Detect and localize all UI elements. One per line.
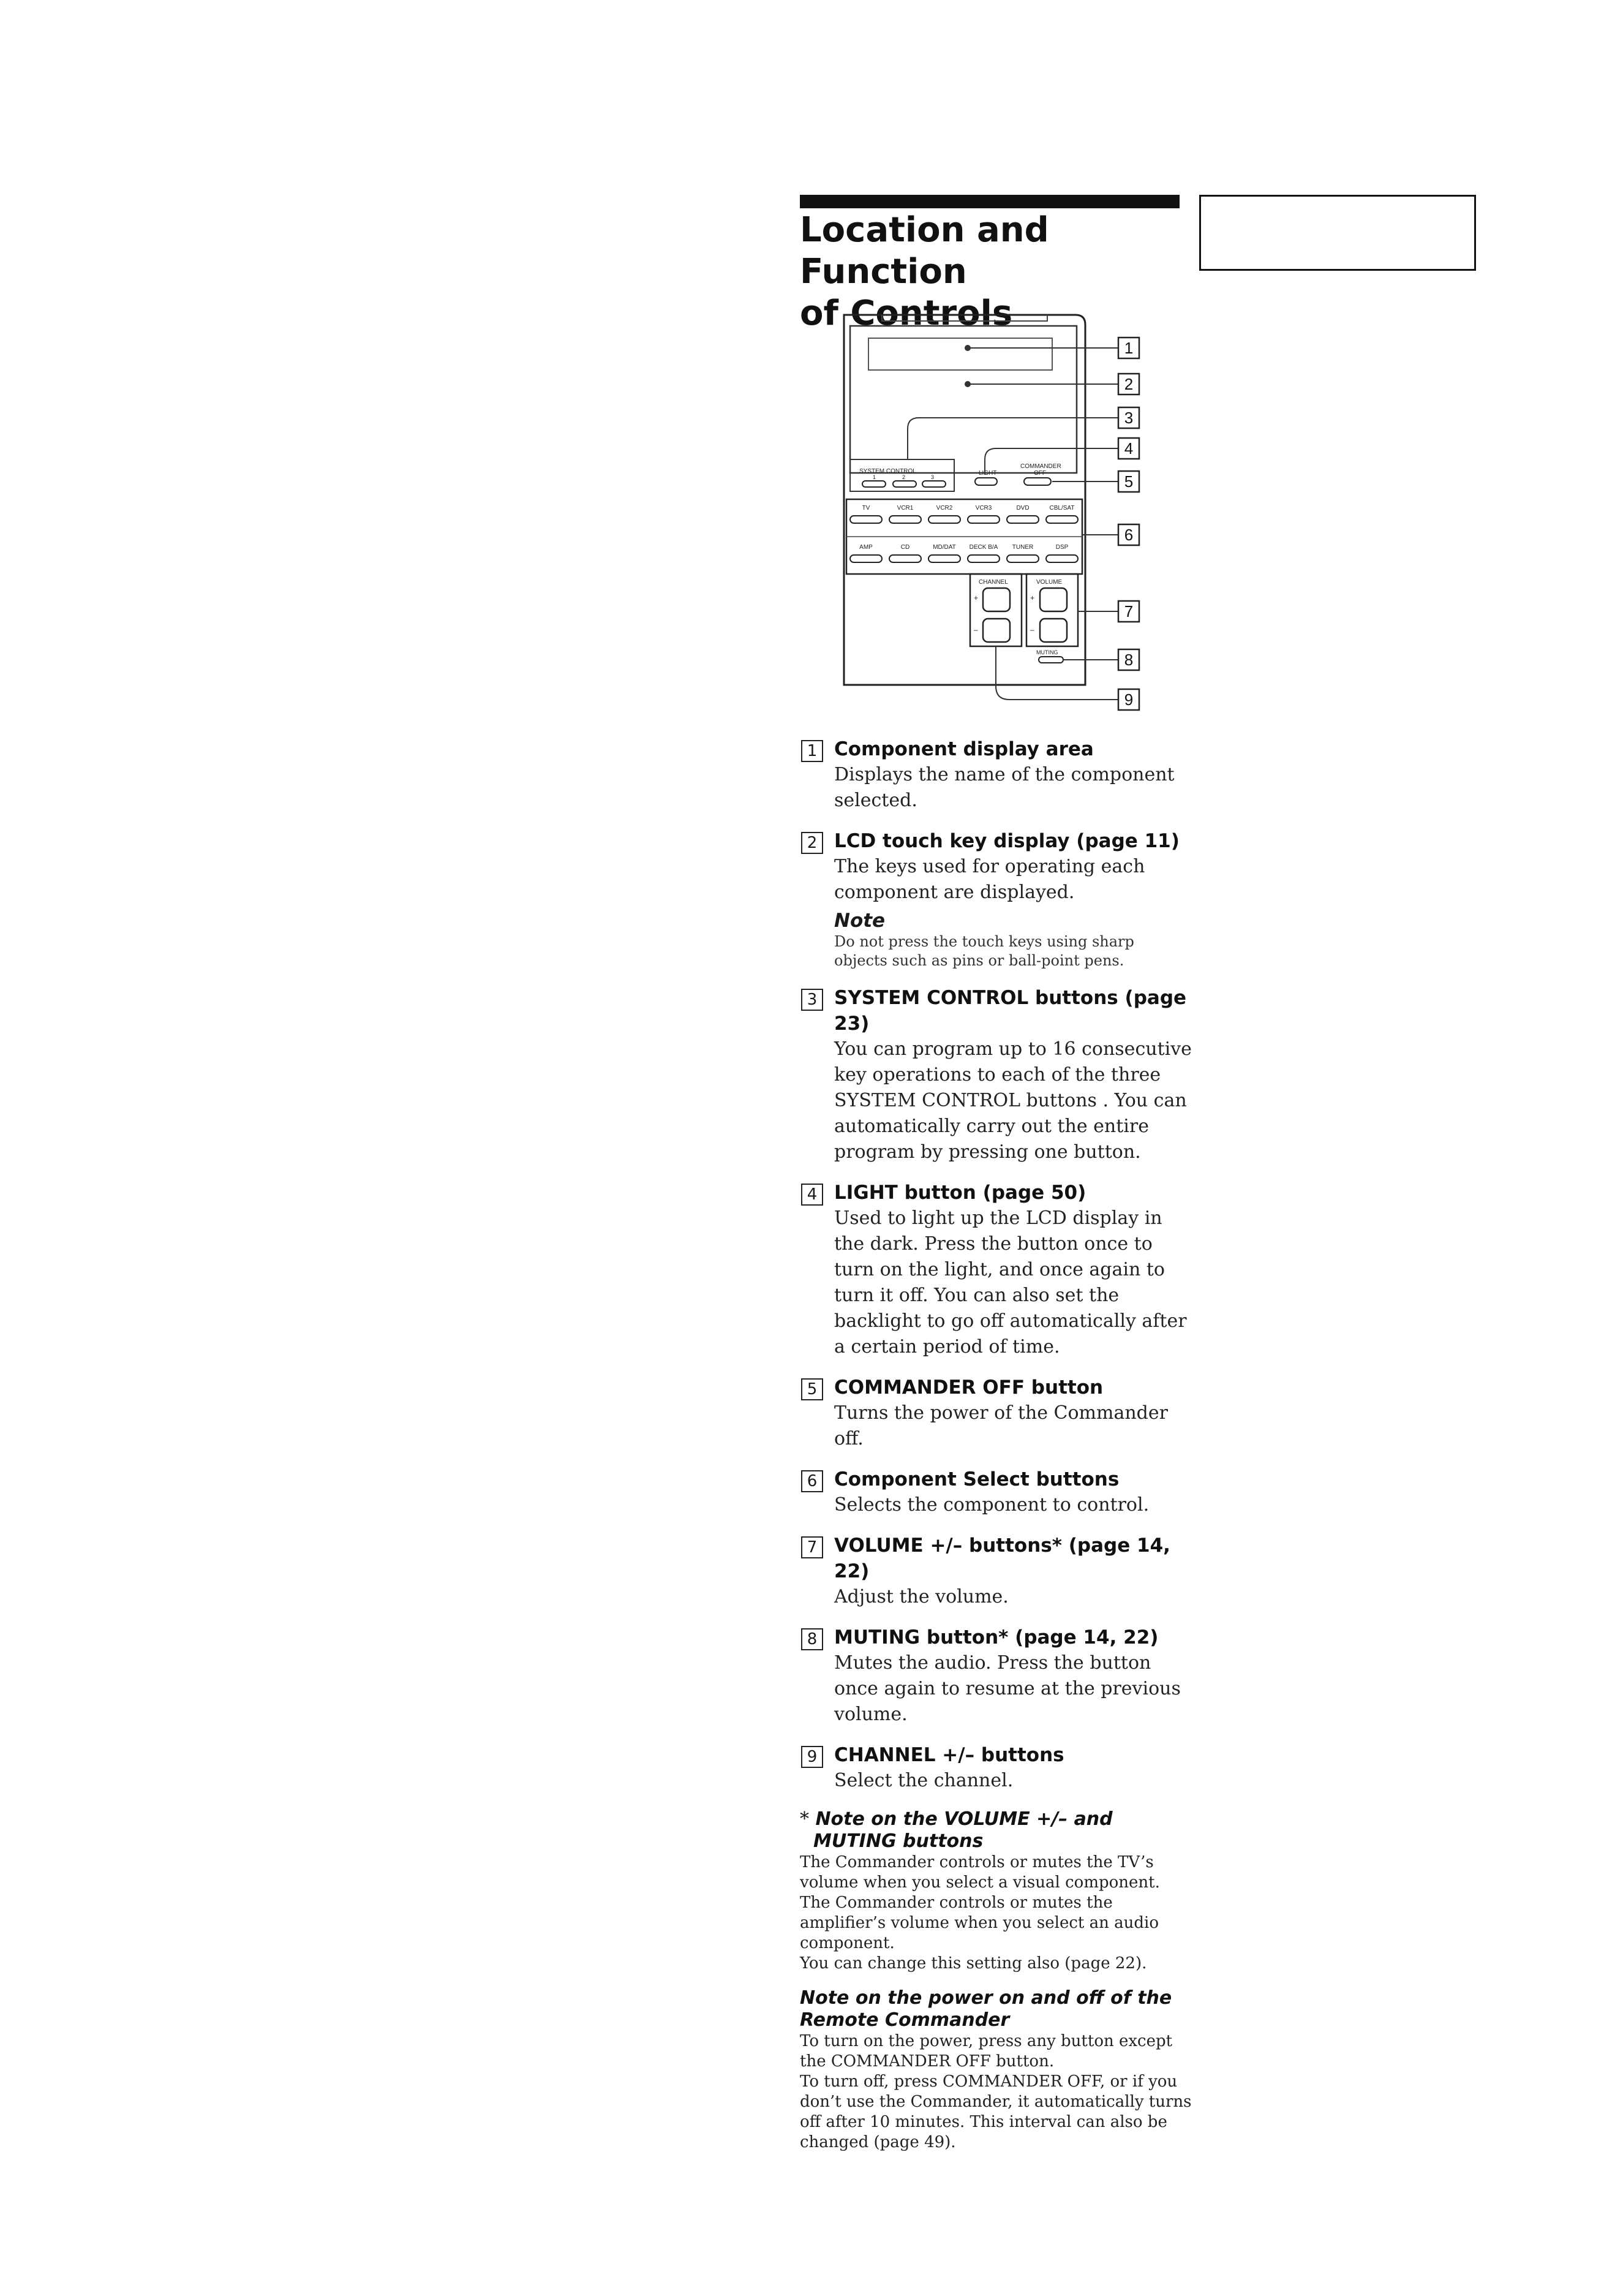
component-label-cd: CD (900, 544, 910, 551)
footnote-volume-muting (800, 1808, 1192, 1974)
item-1 (800, 736, 1192, 814)
section-tab-box (1199, 195, 1476, 271)
item-number: 2 (801, 832, 823, 854)
item-2 (800, 828, 1192, 970)
component-label-cbl-sat: CBL/SAT (1049, 505, 1075, 512)
item-heading: LIGHT button (page 50) (834, 1182, 1086, 1204)
callout-number-6: 6 (1124, 526, 1134, 544)
control-descriptions (800, 736, 1192, 2153)
footnote-text: The Commander controls or mutes the TV’s volume when you select a visual component. The Commander controls or mutes the amplifier’s volume when you select an audio component. (800, 1853, 1160, 1952)
component-label-vcr1: VCR1 (897, 505, 914, 512)
footnote-text: You can change this setting also (page 22). (800, 1954, 1147, 1973)
item-body: You can program up to 16 consecutive key operations to each of the three SYSTEM CONTROL buttons . You can automatically carry out the entire program by pressing one button. (834, 1038, 1192, 1163)
footnote-heading: Note on the power on and off of the Remote Commander (800, 1987, 1172, 2031)
item-heading: MUTING button* (page 14, 22) (834, 1626, 1159, 1648)
page-title-line1: Location and Function (800, 210, 1049, 292)
component-button (850, 555, 882, 562)
channel-plus-sign: + (974, 594, 979, 602)
item-9 (800, 1742, 1192, 1794)
sys-num-3: 3 (931, 474, 935, 480)
item-4 (800, 1180, 1192, 1360)
component-label-vcr3: VCR3 (975, 505, 992, 512)
component-label-vcr2: VCR2 (936, 505, 953, 512)
item-8 (800, 1625, 1192, 1728)
muting-label: MUTING (1036, 649, 1058, 655)
item-number: 9 (801, 1746, 823, 1768)
item-body: Adjust the volume. (834, 1586, 1009, 1607)
callout-number-5: 5 (1124, 472, 1134, 491)
component-button (889, 555, 921, 562)
item-heading: VOLUME +/– buttons* (page 14, 22) (834, 1535, 1170, 1582)
footnote-power (800, 1987, 1192, 2153)
item-6 (800, 1467, 1192, 1518)
item-heading: Component Select buttons (834, 1468, 1120, 1490)
channel-minus-sign: – (974, 625, 978, 634)
item-7 (800, 1533, 1192, 1610)
component-label-tv: TV (862, 505, 870, 512)
callout-number-7: 7 (1124, 602, 1134, 621)
sys-num-2: 2 (902, 474, 906, 480)
component-label-deck-b-a: DECK B/A (969, 544, 998, 551)
item-3 (800, 985, 1192, 1165)
component-button (1007, 555, 1039, 562)
commander-label: COMMANDER (1020, 463, 1061, 470)
item-body: Selects the component to control. (834, 1494, 1150, 1516)
volume-label: VOLUME (1036, 579, 1063, 586)
item-heading: Component display area (834, 738, 1094, 760)
component-label-md-dat: MD/DAT (933, 544, 956, 551)
component-button (968, 516, 1000, 523)
callout-number-9: 9 (1124, 690, 1134, 709)
component-label-tuner: TUNER (1012, 544, 1034, 551)
page-title-line2: of Controls (800, 293, 1013, 333)
item-heading: LCD touch key display (page 11) (834, 830, 1180, 852)
sys-num-1: 1 (873, 474, 876, 480)
component-button (889, 516, 921, 523)
item-number: 8 (801, 1628, 823, 1650)
footnote-text: To turn off, press COMMANDER OFF, or if you don’t use the Commander, it automatically turns off after 10 minutes. This interval can also be changed (page 49). (800, 2072, 1192, 2151)
item-heading: COMMANDER OFF button (834, 1376, 1104, 1399)
item-heading: CHANNEL +/– buttons (834, 1744, 1064, 1766)
item-number: 3 (801, 989, 823, 1011)
item-number: 1 (801, 740, 823, 762)
item-number: 7 (801, 1536, 823, 1558)
component-row-2 (850, 544, 1078, 562)
component-button (1046, 555, 1078, 562)
component-button (968, 555, 1000, 562)
component-button (850, 516, 882, 523)
component-row-1 (850, 505, 1078, 523)
footnote-text: To turn on the power, press any button except the COMMANDER OFF button. (800, 2032, 1173, 2071)
item-body: Turns the power of the Commander off. (834, 1402, 1168, 1449)
callout-number-3: 3 (1124, 409, 1134, 427)
off-label: OFF (1034, 470, 1046, 477)
item-number: 5 (801, 1378, 823, 1400)
callout-number-8: 8 (1124, 651, 1134, 669)
item-body: Used to light up the LCD display in the dark. Press the button once to turn on the light, and once again to turn it off. You can also set the backlight to go off automatically after a certain period of time. (834, 1207, 1187, 1358)
footnote-heading (800, 1808, 1192, 1830)
remote-diagram (815, 312, 1194, 729)
volume-plus-sign: + (1030, 594, 1035, 602)
light-label: LIGHT (979, 470, 997, 477)
footnote-heading-line1: Note on the VOLUME +/– and (815, 1808, 1113, 1830)
component-button (928, 516, 960, 523)
item-body: Mutes the audio. Press the button once again to resume at the previous volume. (834, 1652, 1181, 1725)
callout-markers (1118, 338, 1139, 710)
note-label: Note (834, 910, 886, 932)
channel-label: CHANNEL (979, 579, 1008, 586)
title-rule (800, 195, 1180, 208)
item-body: Displays the name of the component selected. (834, 764, 1175, 811)
callout-number-2: 2 (1124, 375, 1134, 393)
footnote-heading-line2: MUTING buttons (813, 1830, 984, 1852)
component-label-dsp: DSP (1055, 544, 1069, 551)
callout-number-1: 1 (1124, 339, 1134, 357)
item-body: The keys used for operating each component are displayed. (834, 856, 1145, 903)
item-5 (800, 1375, 1192, 1452)
item-number: 6 (801, 1470, 823, 1492)
component-button (1046, 516, 1078, 523)
item-heading: SYSTEM CONTROL buttons (page 23) (834, 987, 1187, 1035)
note-text: Do not press the touch keys using sharp objects such as pins or ball-point pens. (834, 933, 1134, 969)
component-button (928, 555, 960, 562)
callout-number-4: 4 (1124, 439, 1134, 458)
volume-minus-sign: – (1030, 625, 1034, 634)
component-label-amp: AMP (859, 544, 873, 551)
component-label-dvd: DVD (1016, 505, 1030, 512)
item-number: 4 (801, 1184, 823, 1206)
component-button (1007, 516, 1039, 523)
item-body: Select the channel. (834, 1770, 1014, 1791)
system-control-label: SYSTEM CONTROL (859, 468, 916, 475)
footnote-star: * (800, 1808, 809, 1830)
